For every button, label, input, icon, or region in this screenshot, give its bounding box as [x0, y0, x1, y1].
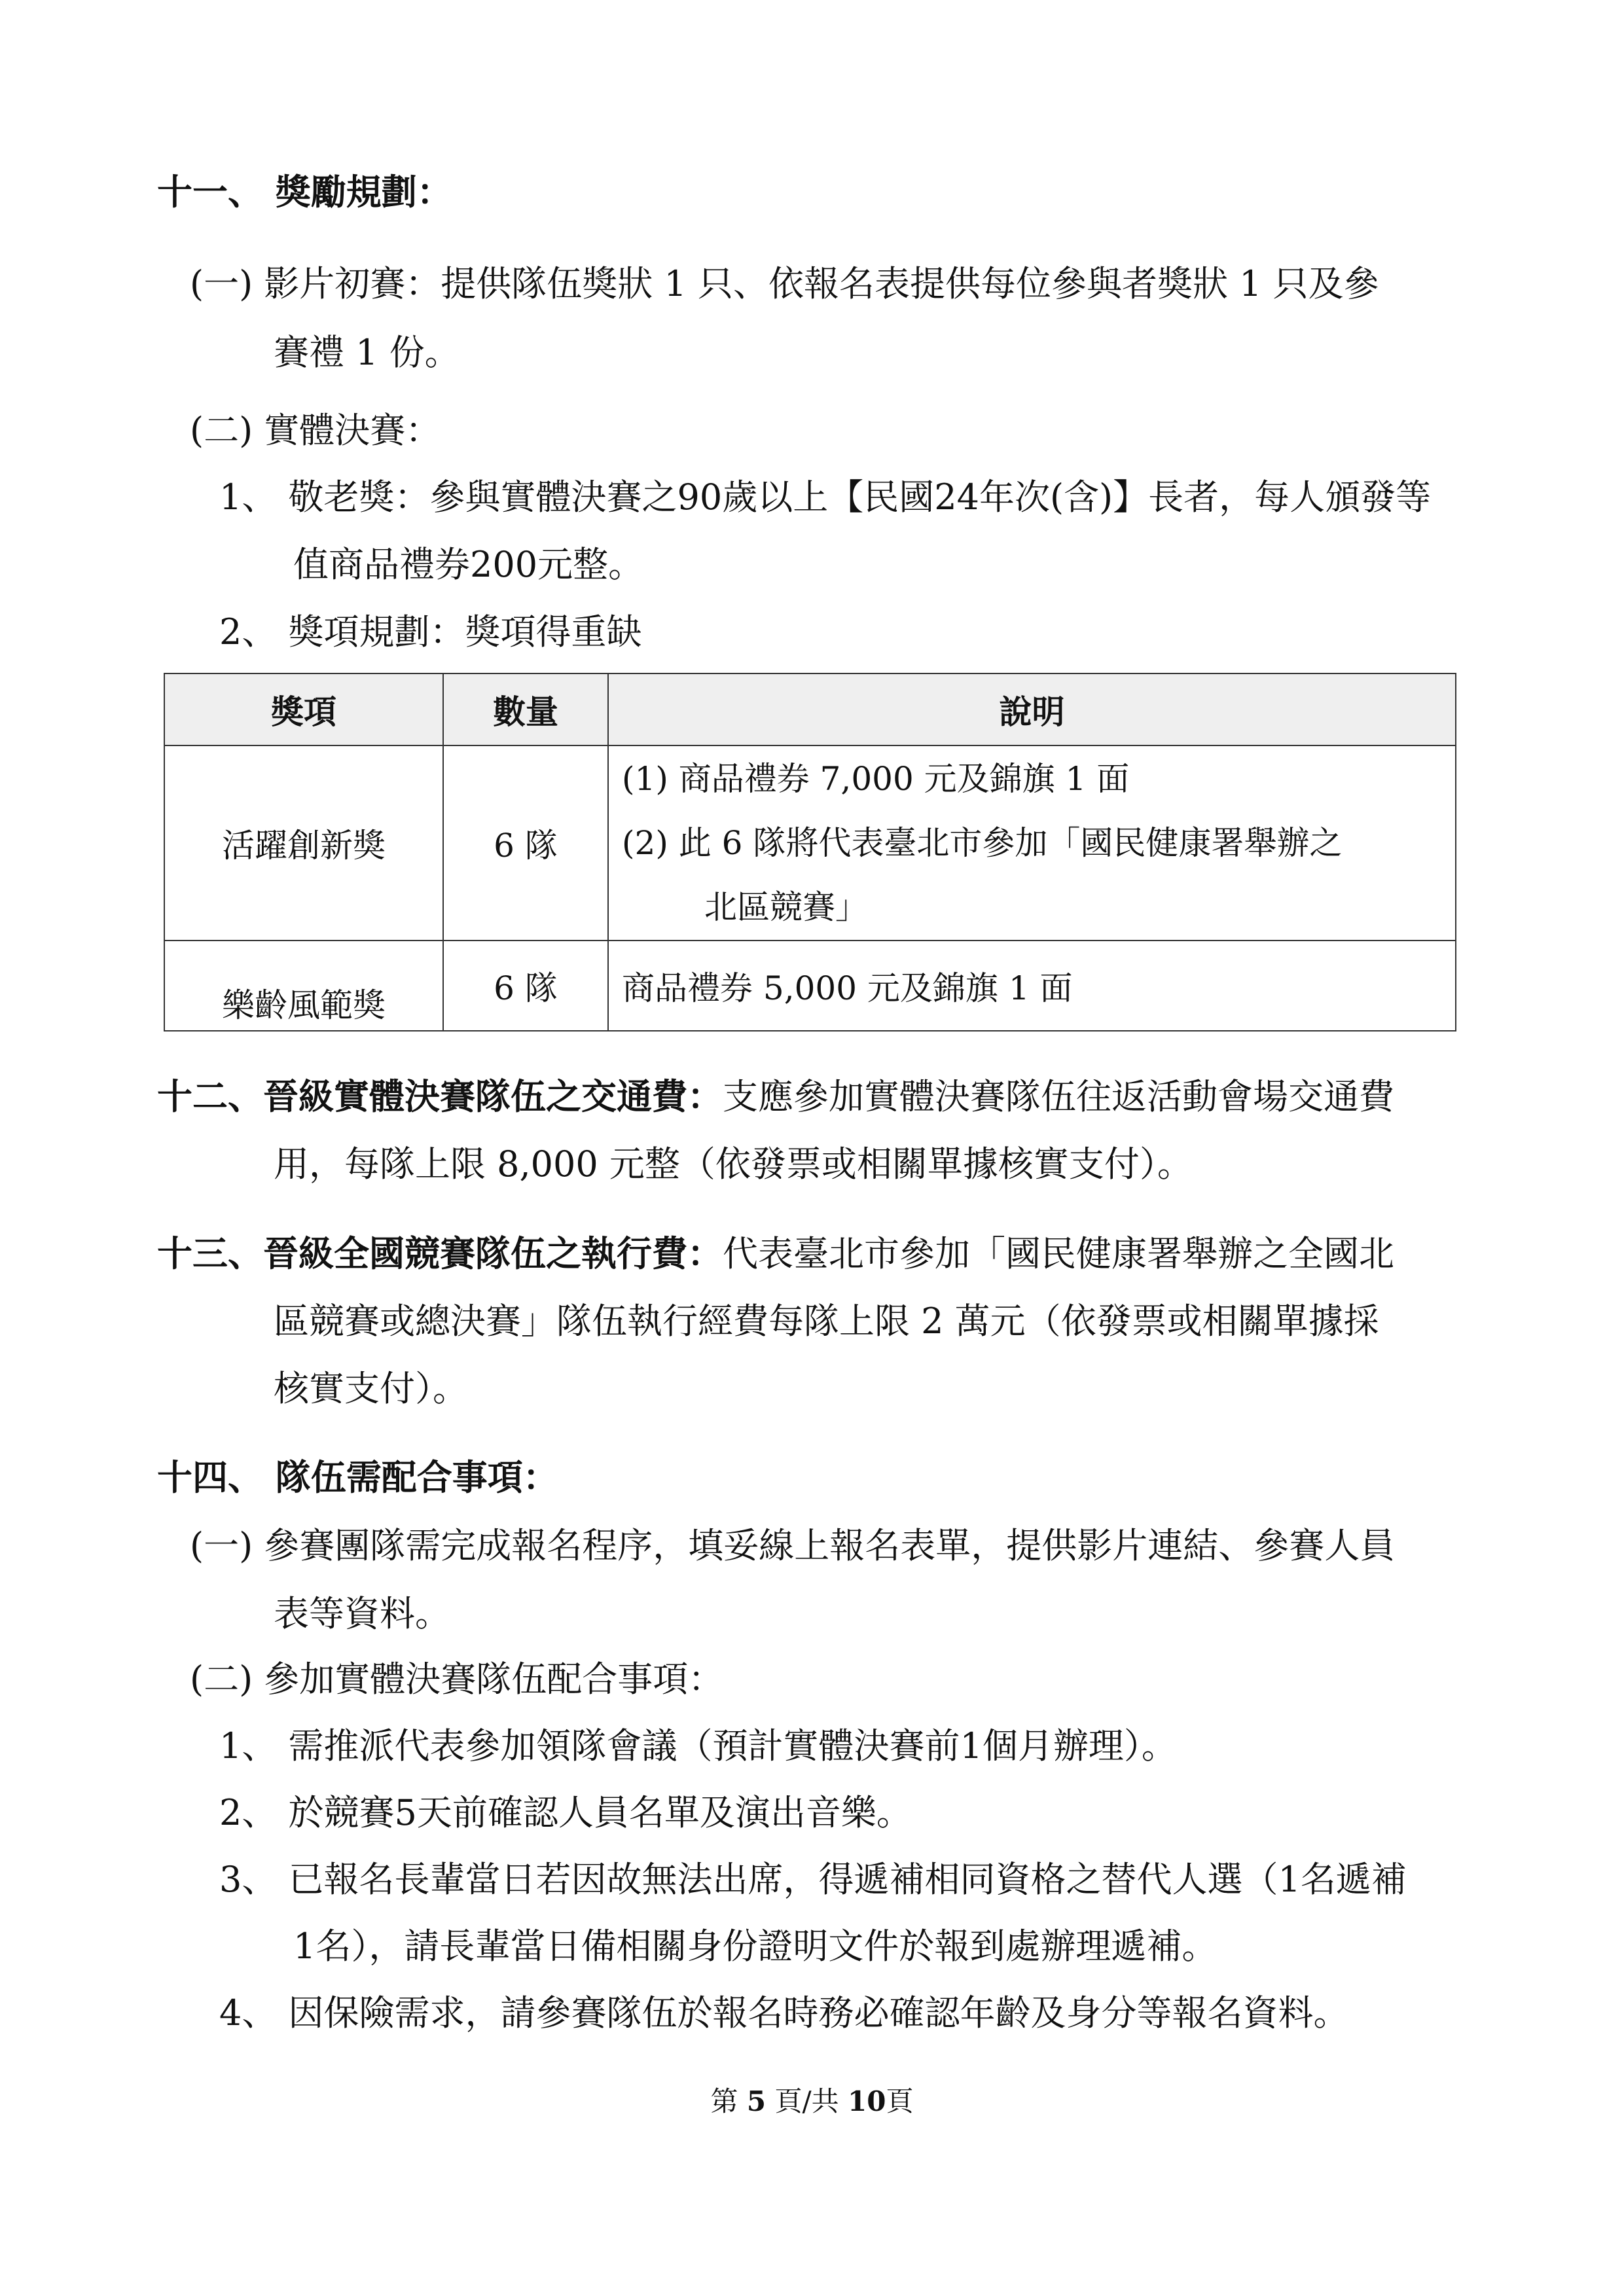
- s11-item1-text: (一) 影片初賽：提供隊伍獎狀 1 只、依報名表提供每位參與者獎狀 1 只及參: [190, 263, 1379, 304]
- award-name: 樂齡風範獎: [164, 941, 443, 1031]
- award-table: [164, 673, 1456, 1031]
- footer-prefix: 第: [710, 2085, 747, 2117]
- desc-line-3: 北區競賽」: [704, 888, 868, 926]
- s13-text: 代表臺北市參加「國民健康署舉辦之全國北: [723, 1233, 1394, 1274]
- award-quantity: 6 隊: [443, 745, 608, 941]
- section-heading-12: 十二、晉級實體決賽隊伍之交通費：: [157, 1076, 723, 1117]
- s14-item2: (二) 參加實體決賽隊伍配合事項：: [190, 1659, 724, 1700]
- s13-line3: 核實支付）。: [274, 1368, 468, 1409]
- table-header-row: [164, 673, 1456, 745]
- s11-item1-line1: [190, 260, 1456, 308]
- s11-sub1-line1: 1、 敬老獎：參與實體決賽之90歲以上【民國24年次(含)】長者，每人頒發等: [219, 476, 1432, 518]
- s11-item1-line2: 賽禮 1 份。: [274, 332, 460, 373]
- s14-sub1: 1、 需推派代表參加領隊會議（預計實體決賽前1個月辦理）。: [219, 1725, 1177, 1767]
- s12-text: 支應參加實體決賽隊伍往返活動會場交通費: [723, 1076, 1394, 1117]
- section-heading-14: 十四、 隊伍需配合事項：: [157, 1457, 558, 1498]
- award-quantity: 6 隊: [443, 941, 608, 1031]
- s14-sub3-line1: 3、 已報名長輩當日若因故無法出席，得遞補相同資格之替代人選（1名遞補: [219, 1859, 1407, 1900]
- s14-sub3-line2: 1名），請長輩當日備相關身份證明文件於報到處辦理遞補。: [293, 1926, 1218, 1967]
- desc-line-1: (1) 商品禮券 7,000 元及錦旗 1 面: [622, 760, 1130, 798]
- footer-page-number: 5: [746, 2085, 767, 2117]
- s11-item2: (二) 實體決賽：: [190, 410, 441, 451]
- s12-line2: 用，每隊上限 8,000 元整（依發票或相關單據核實支付）。: [274, 1143, 1193, 1185]
- award-description: 商品禮券 5,000 元及錦旗 1 面: [608, 941, 1456, 1031]
- s14-item1-line1: (一) 參賽團隊需完成報名程序，填妥線上報名表單，提供影片連結、參賽人員: [190, 1525, 1396, 1566]
- page-footer: [0, 2080, 1624, 2119]
- s11-sub1-line2: 值商品禮券200元整。: [293, 544, 644, 585]
- award-description: [608, 745, 1456, 941]
- section-heading-11: 十一、 獎勵規劃：: [157, 171, 452, 213]
- section-12-line1: [157, 1073, 1394, 1121]
- table-row: [164, 745, 1456, 941]
- s11-sub2: 2、 獎項規劃：獎項得重缺: [219, 611, 642, 653]
- footer-suffix: 頁: [886, 2085, 914, 2117]
- header-quantity: 數量: [443, 673, 608, 745]
- section-13-line1: [157, 1230, 1394, 1278]
- header-description: 說明: [608, 673, 1456, 745]
- s14-sub2: 2、 於競賽5天前確認人員名單及演出音樂。: [219, 1792, 912, 1833]
- desc-line-2: (2) 此 6 隊將代表臺北市參加「國民健康署舉辦之: [622, 824, 1343, 862]
- footer-total-pages: 10: [847, 2085, 886, 2117]
- section-heading-13: 十三、晉級全國競賽隊伍之執行費：: [157, 1233, 723, 1274]
- s14-item1-line2: 表等資料。: [274, 1593, 450, 1634]
- s14-sub4: 4、 因保險需求，請參賽隊伍於報名時務必確認年齡及身分等報名資料。: [219, 1992, 1349, 2034]
- footer-mid: 頁/共: [766, 2085, 848, 2117]
- header-award: 獎項: [164, 673, 443, 745]
- award-name: 活躍創新獎: [164, 745, 443, 941]
- s13-line2: 區競賽或總決賽」隊伍執行經費每隊上限 2 萬元（依發票或相關單據採: [274, 1300, 1379, 1342]
- table-row: [164, 941, 1456, 1031]
